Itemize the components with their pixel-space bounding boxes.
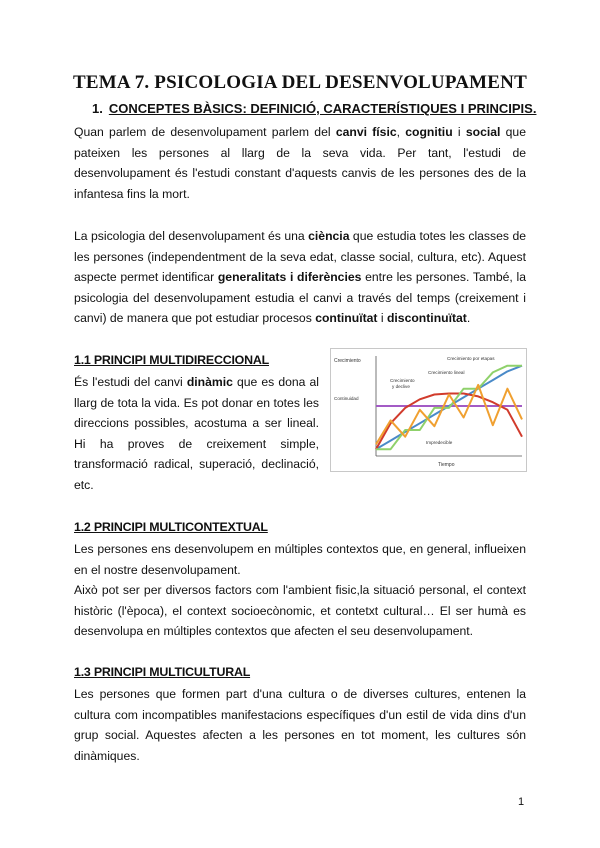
text-span: La psicologia del desenvolupament és una	[74, 229, 309, 243]
subsection-heading-1-2: 1.2 PRINCIPI MULTICONTEXTUAL	[74, 520, 268, 534]
chart-svg	[330, 348, 527, 472]
paragraph-definition	[74, 122, 526, 204]
text-span: que estudia totes les classes de les persones (independentment de la seva edat, classe social, cultura, etc). Aquest aspecte permet identificar	[74, 229, 526, 284]
bold-term: cognitiu	[405, 125, 453, 139]
x-axis-label: Tiempo	[438, 462, 455, 468]
y-axis-label: Crecimiento	[334, 358, 361, 364]
label-unpredictable: Impredecible	[426, 440, 453, 445]
label-growth-decline-2: y declive	[392, 384, 410, 389]
paragraph-science	[74, 226, 526, 329]
text-span: i	[452, 125, 466, 139]
bold-term: dinàmic	[186, 375, 233, 389]
text-span: ,	[396, 125, 406, 139]
page-number: 1	[518, 796, 525, 808]
text-span: entre les persones. També, la psicologia del desenvolupament estudia el canvi a través del temps (creixement i canvi) de manera que pot estudiar procesos	[74, 270, 526, 325]
subsection-heading-1-3: 1.3 PRINCIPI MULTICULTURAL	[74, 665, 251, 679]
paragraph-multicontextual-1: Les persones ens desenvolupem en múltiples contextos que, en general, influeixen en el nostre desenvolupament.	[74, 542, 526, 577]
paragraph-multicontextual-2: Això pot ser per diversos factors com l'ambient fisic,la situació personal, el context històric (l'època), el context socioecònomic, et contetxt cultural… El ser humà es desenvolupa en múltiples contextos que afecten el seu desenvolupament.	[74, 583, 526, 638]
development-chart	[330, 348, 527, 472]
section-title: CONCEPTES BÀSICS: DEFINICIÓ, CARACTERÍSTIQUES I PRINCIPIS.	[108, 101, 537, 116]
bold-term: generalitats i diferències	[217, 270, 362, 284]
label-stages: Crecimiento por etapas	[447, 356, 495, 361]
chart-frame	[331, 349, 527, 472]
subsection-heading-1-1: 1.1 PRINCIPI MULTIDIRECCIONAL	[74, 353, 269, 367]
text-span: que pateixen les persones al llarg de la seva vida. Per tant, l'estudi de desenvolupament és l'estudi constant d'aquests canvis de les persones des de la infantesa fins la mort.	[74, 125, 526, 201]
text-span: .	[466, 311, 471, 325]
text-span: i	[377, 311, 387, 325]
bold-term: canvi físic	[335, 125, 397, 139]
text-span: que es dona al llarg de tota la vida. Es pot donar en totes les direccions possibles, acostuma a ser lineal. Hi ha proves de creixement simple, transformació radical, superació, declinació, etc.	[74, 375, 319, 492]
paragraph-multicultural: Les persones que formen part d'una cultura o de diverses cultures, entenen la cultura com incompatibles manifestacions específiques d'un estil de vida dins d'un grup social. Aquestes afecten a les persones en tot moment, les cultures són dinàmiques.	[74, 687, 526, 763]
section-number: 1.	[92, 101, 103, 116]
bold-term: discontinuïtat	[386, 311, 467, 325]
text-span: És l'estudi del canvi	[74, 375, 187, 389]
label-continuity: Continuidad	[334, 396, 359, 401]
bold-term: ciència	[308, 229, 350, 243]
label-growth-decline-1: Crecimiento	[390, 378, 415, 383]
label-linear: Crecimiento lineal	[428, 370, 465, 375]
bold-term: continuïtat	[315, 311, 378, 325]
bold-term: social	[465, 125, 501, 139]
text-span: Quan parlem de desenvolupament parlem del	[74, 125, 336, 139]
paragraph-multidirectional	[74, 372, 319, 495]
section-heading-1	[92, 101, 536, 116]
page-title: TEMA 7. PSICOLOGIA DEL DESENVOLUPAMENT	[73, 72, 527, 93]
